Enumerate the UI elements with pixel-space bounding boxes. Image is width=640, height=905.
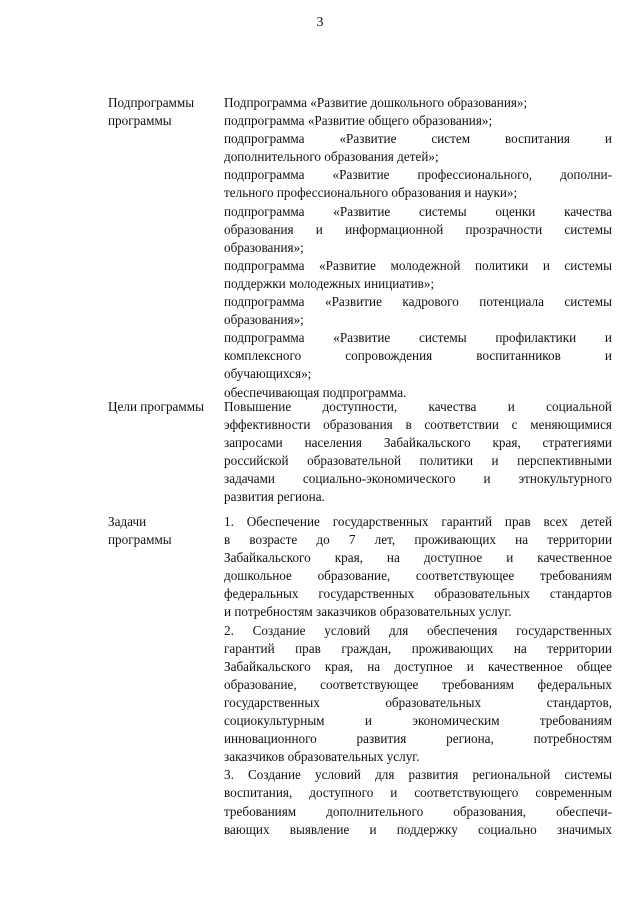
- text-line: подпрограмма «Развитие системы профилактики и: [224, 330, 612, 346]
- section-body: [224, 94, 612, 402]
- section-label: [108, 398, 224, 416]
- section-label-line: Подпрограммы: [108, 95, 195, 110]
- text-line: социокультурным и экономическим требованиям: [224, 713, 612, 729]
- section-label-line: Задачи: [108, 514, 147, 529]
- text-line: 1. Обеспечение государственных гарантий прав всех детей: [224, 514, 612, 529]
- text-line: эффективности образования в соответствии с меняющимися: [224, 417, 612, 433]
- page-number: 3: [316, 15, 324, 30]
- text-line: государственных образовательных стандартов,: [224, 694, 612, 710]
- text-line: подпрограмма «Развитие кадрового потенциала системы: [224, 294, 612, 310]
- text-line: развития региона.: [224, 489, 325, 505]
- text-line: образование, соответствующее требованиям федеральных: [224, 676, 612, 692]
- text-line: требованиям дополнительного образования, обеспечи-: [224, 803, 612, 819]
- text-line: инновационного развития региона, потребностям: [224, 731, 612, 747]
- text-line: задачами социально-экономического и этнокультурного: [224, 471, 612, 487]
- text-line: подпрограмма «Развитие молодежной политики и системы: [224, 257, 612, 273]
- text-line: Забайкальского края, на доступное и качественное: [224, 550, 612, 566]
- text-line: воспитания, доступного и соответствующего современным: [224, 785, 612, 801]
- section-label-line: программы: [108, 532, 172, 548]
- text-line: комплексного сопровождения воспитанников и: [224, 348, 612, 364]
- text-line: гарантий прав граждан, проживающих на территории: [224, 640, 612, 656]
- section-body: [224, 398, 612, 507]
- section-label-line: программы: [108, 113, 172, 129]
- text-line: образования»;: [224, 312, 304, 328]
- text-line: российской образовательной политики и перспективными: [224, 453, 612, 469]
- section-label-line: Цели программы: [108, 399, 204, 414]
- text-line: Повышение доступности, качества и социальной: [224, 399, 612, 414]
- text-line: запросами населения Забайкальского края, стратегиями: [224, 435, 612, 451]
- text-line: тельного профессионального образования и науки»;: [224, 185, 518, 201]
- text-line: обеспечивающая подпрограмма.: [224, 384, 407, 400]
- section-body: [224, 513, 612, 839]
- section-label: [108, 513, 224, 549]
- text-line: подпрограмма «Развитие систем воспитания и: [224, 131, 612, 147]
- text-line: 2. Создание условий для обеспечения государственных: [224, 622, 612, 638]
- text-line: подпрограмма «Развитие общего образования»;: [224, 113, 493, 129]
- text-line: федеральных государственных образовательных стандартов: [224, 586, 612, 602]
- text-line: образования»;: [224, 239, 304, 255]
- text-line: и потребностям заказчиков образовательных услуг.: [224, 604, 512, 620]
- text-line: подпрограмма «Развитие системы оценки качества: [224, 203, 612, 219]
- text-line: обучающихся»;: [224, 366, 312, 382]
- text-line: заказчиков образовательных услуг.: [224, 749, 420, 765]
- text-line: Забайкальского края, на доступное и качественное общее: [224, 658, 612, 674]
- text-line: поддержки молодежных инициатив»;: [224, 275, 435, 291]
- text-line: дополнительного образования детей»;: [224, 149, 439, 165]
- section-label: [108, 94, 224, 130]
- text-line: подпрограмма «Развитие профессионального, дополни-: [224, 167, 612, 183]
- text-line: в возрасте до 7 лет, проживающих на территории: [224, 532, 612, 548]
- text-line: 3. Создание условий для развития региональной системы: [224, 767, 612, 783]
- text-line: Подпрограмма «Развитие дошкольного образования»;: [224, 95, 528, 110]
- text-line: образования и информационной прозрачности системы: [224, 221, 612, 237]
- text-line: вающих выявление и поддержку социально значимых: [224, 821, 612, 837]
- text-line: дошкольное образование, соответствующее требованиям: [224, 568, 612, 584]
